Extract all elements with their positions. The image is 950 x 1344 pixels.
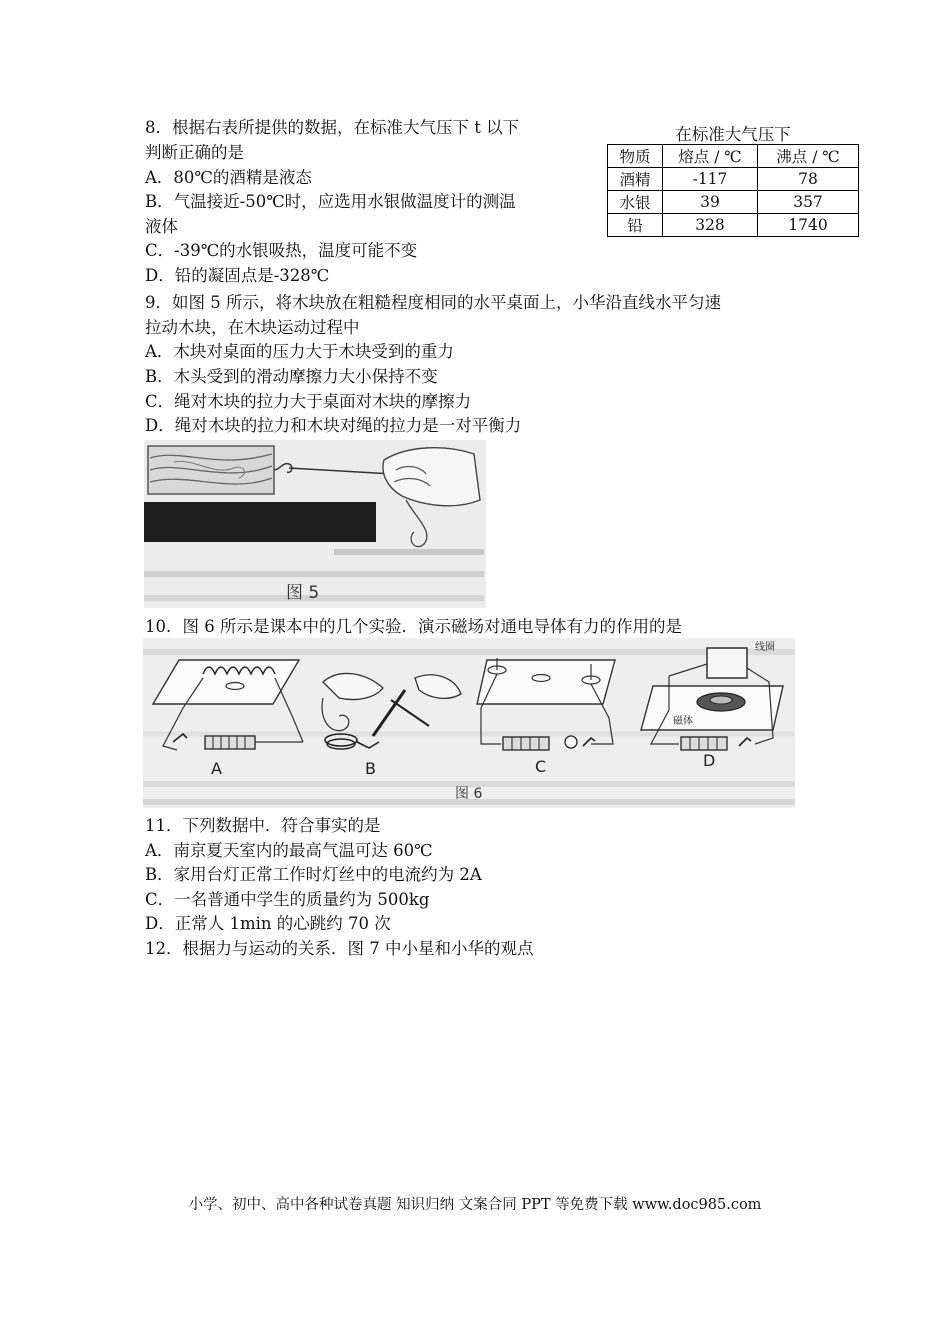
q8-stem-line1: 8．根据右表所提供的数据，在标准大气压下 t 以下	[145, 118, 520, 137]
table-cell: 水银	[608, 191, 663, 214]
figure-5-drawing	[144, 440, 486, 608]
q11-option-d: D．正常人 1min 的心跳约 70 次	[145, 914, 391, 933]
figure-6-coil-label: 线圈	[755, 642, 775, 653]
q8-stem-line2: 判断正确的是	[145, 143, 244, 162]
table-header-cell: 熔点 / ℃	[663, 145, 758, 168]
q8-option-c: C．-39℃的水银吸热，温度可能不变	[145, 241, 418, 260]
melting-point-table	[607, 144, 859, 237]
table-cell: 357	[758, 191, 859, 214]
q11-stem: 11．下列数据中．符合事实的是	[145, 816, 381, 835]
table-row	[608, 191, 859, 214]
table-cell: -117	[663, 168, 758, 191]
figure-6	[143, 638, 795, 808]
table-header-cell: 物质	[608, 145, 663, 168]
figure-6-drawing	[143, 638, 795, 808]
figure-5	[144, 440, 486, 608]
figure-6-caption: 图 6	[455, 786, 483, 802]
table-row	[608, 168, 859, 191]
table-header-row	[608, 145, 859, 168]
figure-6-label-c: C	[535, 757, 547, 776]
q9-option-b: B．木头受到的滑动摩擦力大小保持不变	[145, 367, 438, 386]
q8-option-b-line1: B．气温接近-50℃时，应选用水银做温度计的测温	[145, 192, 516, 211]
q10-stem: 10．图 6 所示是课本中的几个实验．演示磁场对通电导体有力的作用的是	[145, 617, 682, 636]
figure-6-magnet-label: 磁体	[673, 716, 693, 727]
table-cell: 328	[663, 214, 758, 237]
table-cell: 39	[663, 191, 758, 214]
table-cell: 酒精	[608, 168, 663, 191]
table-row	[608, 214, 859, 237]
figure-5-caption: 图 5	[286, 583, 320, 603]
q9-option-a: A．木块对桌面的压力大于木块受到的重力	[145, 342, 454, 361]
figure-6-label-a: A	[211, 759, 222, 778]
table-header-cell: 沸点 / ℃	[758, 145, 859, 168]
table-title: 在标准大气压下	[675, 125, 791, 144]
q8-option-b-line2: 液体	[145, 217, 178, 236]
q8-option-a: A．80℃的酒精是液态	[145, 168, 312, 187]
table-cell: 1740	[758, 214, 859, 237]
table-cell: 铅	[608, 214, 663, 237]
figure-6-label-d: D	[703, 751, 716, 770]
q8-option-d: D．铅的凝固点是-328℃	[145, 266, 330, 285]
figure-6-label-b: B	[365, 759, 376, 778]
q11-option-c: C．一名普通中学生的质量约为 500kg	[145, 890, 430, 909]
q12-stem: 12．根据力与运动的关系．图 7 中小星和小华的观点	[145, 939, 534, 958]
q11-option-a: A．南京夏天室内的最高气温可达 60℃	[145, 841, 433, 860]
q9-stem-line2: 拉动木块，在木块运动过程中	[145, 318, 360, 337]
table-cell: 78	[758, 168, 859, 191]
q9-option-c: C．绳对木块的拉力大于桌面对木块的摩擦力	[145, 392, 472, 411]
page-footer: 小学、初中、高中各种试卷真题 知识归纳 文案合同 PPT 等免费下载 www.doc985.com	[188, 1197, 762, 1213]
q11-option-b: B．家用台灯正常工作时灯丝中的电流约为 2A	[145, 865, 482, 884]
q9-option-d: D．绳对木块的拉力和木块对绳的拉力是一对平衡力	[145, 416, 522, 435]
q9-stem-line1: 9．如图 5 所示，将木块放在粗糙程度相同的水平桌面上，小华沿直线水平匀速	[145, 293, 721, 312]
